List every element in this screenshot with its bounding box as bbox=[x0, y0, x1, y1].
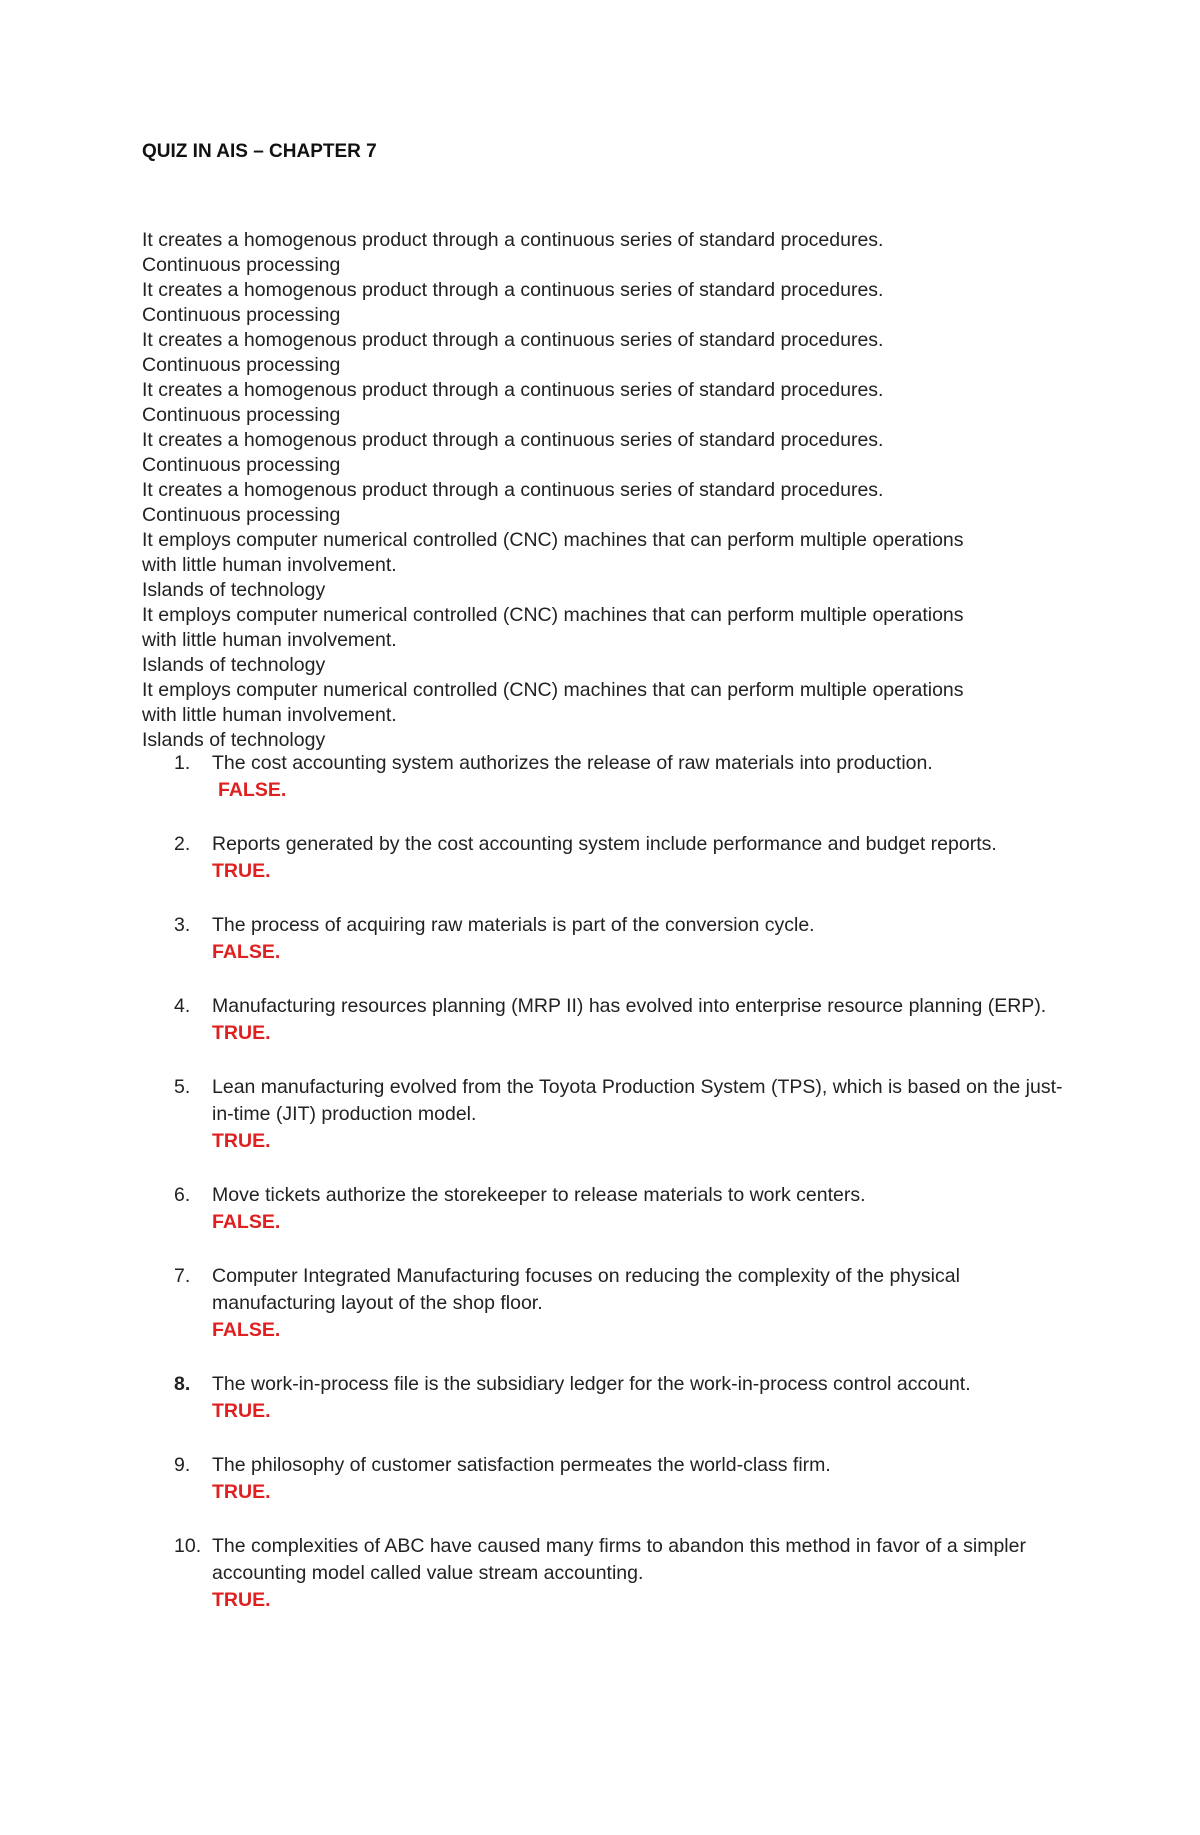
prelude-line: It creates a homogenous product through a continuous series of standard procedures. bbox=[142, 329, 884, 351]
question-item bbox=[142, 993, 1082, 1047]
question-item bbox=[142, 1263, 1082, 1344]
question-item bbox=[142, 831, 1082, 885]
prelude-line: Islands of technology bbox=[142, 579, 326, 601]
prelude-line: It employs computer numerical controlled (CNC) machines that can perform multiple operations bbox=[142, 529, 964, 551]
prelude-line: Continuous processing bbox=[142, 304, 341, 326]
prelude-line: Islands of technology bbox=[142, 729, 326, 751]
question-number: 3. bbox=[174, 914, 191, 936]
question-item bbox=[142, 1371, 1082, 1425]
question-item bbox=[142, 1074, 1082, 1155]
prelude-line: It creates a homogenous product through a continuous series of standard procedures. bbox=[142, 479, 884, 501]
question-number: 6. bbox=[174, 1184, 191, 1206]
question-text: Manufacturing resources planning (MRP II) has evolved into enterprise resource planning (ERP). bbox=[212, 995, 1047, 1017]
prelude-line: Continuous processing bbox=[142, 454, 341, 476]
question-number: 2. bbox=[174, 833, 191, 855]
prelude-line: It employs computer numerical controlled (CNC) machines that can perform multiple operations bbox=[142, 679, 964, 701]
prelude-line: Islands of technology bbox=[142, 654, 326, 676]
question-number: 8. bbox=[174, 1373, 191, 1395]
question-item bbox=[142, 912, 1082, 966]
prelude-line: Continuous processing bbox=[142, 504, 341, 526]
question-text: The cost accounting system authorizes the release of raw materials into production. bbox=[212, 752, 933, 774]
question-answer: TRUE. bbox=[212, 860, 271, 882]
question-text: Reports generated by the cost accounting system include performance and budget reports. bbox=[212, 833, 997, 855]
question-number: 5. bbox=[174, 1076, 191, 1098]
page-title: QUIZ IN AIS – CHAPTER 7 bbox=[142, 141, 377, 162]
prelude-line: with little human involvement. bbox=[142, 554, 397, 576]
prelude-line: Continuous processing bbox=[142, 404, 341, 426]
prelude-line: It creates a homogenous product through a continuous series of standard procedures. bbox=[142, 379, 884, 401]
question-text: The process of acquiring raw materials is part of the conversion cycle. bbox=[212, 914, 815, 936]
question-text: Move tickets authorize the storekeeper to release materials to work centers. bbox=[212, 1184, 866, 1206]
question-answer: TRUE. bbox=[212, 1400, 271, 1422]
prelude-line: Continuous processing bbox=[142, 354, 341, 376]
prelude-line: Continuous processing bbox=[142, 254, 341, 276]
question-item bbox=[142, 1533, 1082, 1614]
question-number: 1. bbox=[174, 752, 191, 774]
question-answer: TRUE. bbox=[212, 1022, 271, 1044]
prelude-line: It creates a homogenous product through a continuous series of standard procedures. bbox=[142, 229, 884, 251]
question-text: Lean manufacturing evolved from the Toyota Production System (TPS), which is based on the just-in-time (JIT) production model. bbox=[212, 1076, 1063, 1125]
question-answer: FALSE. bbox=[212, 941, 281, 963]
prelude-line: It creates a homogenous product through a continuous series of standard procedures. bbox=[142, 429, 884, 451]
question-number: 4. bbox=[174, 995, 191, 1017]
question-text: The work-in-process file is the subsidiary ledger for the work-in-process control account. bbox=[212, 1373, 971, 1395]
prelude-line: with little human involvement. bbox=[142, 704, 397, 726]
question-answer: FALSE. bbox=[218, 779, 287, 801]
prelude-line: It creates a homogenous product through a continuous series of standard procedures. bbox=[142, 279, 884, 301]
question-answer: FALSE. bbox=[212, 1211, 281, 1233]
question-number: 7. bbox=[174, 1265, 191, 1287]
question-text: The philosophy of customer satisfaction permeates the world-class firm. bbox=[212, 1454, 831, 1476]
question-number: 9. bbox=[174, 1454, 191, 1476]
question-text: The complexities of ABC have caused many firms to abandon this method in favor of a simpler accounting model called value stream accounting. bbox=[212, 1535, 1026, 1584]
question-item bbox=[142, 1182, 1082, 1236]
question-answer: FALSE. bbox=[212, 1319, 281, 1341]
question-answer: TRUE. bbox=[212, 1589, 271, 1611]
question-number: 10. bbox=[174, 1535, 202, 1557]
question-item bbox=[142, 1452, 1082, 1506]
prelude-text bbox=[142, 228, 1082, 753]
prelude-line: with little human involvement. bbox=[142, 629, 397, 651]
prelude-line: It employs computer numerical controlled (CNC) machines that can perform multiple operations bbox=[142, 604, 964, 626]
question-answer: TRUE. bbox=[212, 1481, 271, 1503]
question-answer: TRUE. bbox=[212, 1130, 271, 1152]
question-list bbox=[142, 750, 1082, 1641]
question-text: Computer Integrated Manufacturing focuses on reducing the complexity of the physical manufacturing layout of the shop floor. bbox=[212, 1265, 960, 1314]
question-item bbox=[142, 750, 1082, 804]
